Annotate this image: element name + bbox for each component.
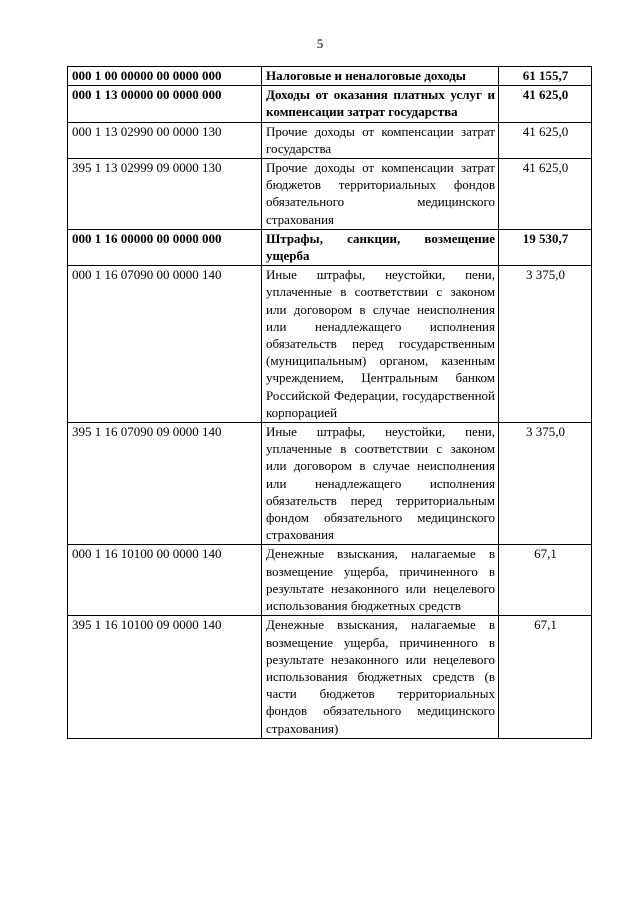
table-row xyxy=(68,616,592,738)
budget-code-cell: 395 1 16 07090 09 0000 140 xyxy=(68,423,262,545)
budget-code-cell: 000 1 00 00000 00 0000 000 xyxy=(68,67,262,86)
budget-code-cell: 000 1 13 00000 00 0000 000 xyxy=(68,86,262,122)
budget-code-cell: 395 1 13 02999 09 0000 130 xyxy=(68,159,262,230)
budget-revenue-table xyxy=(67,66,592,739)
table-row xyxy=(68,159,592,230)
amount-cell: 67,1 xyxy=(499,545,592,616)
revenue-name-cell: Прочие доходы от компенсации затрат государства xyxy=(262,122,499,158)
budget-code-cell: 000 1 16 00000 00 0000 000 xyxy=(68,229,262,265)
budget-code-cell: 000 1 16 10100 00 0000 140 xyxy=(68,545,262,616)
amount-cell: 3 375,0 xyxy=(499,423,592,545)
table-row xyxy=(68,86,592,122)
amount-cell: 67,1 xyxy=(499,616,592,738)
amount-cell: 41 625,0 xyxy=(499,122,592,158)
revenue-name-cell: Штрафы, санкции, возмещение ущерба xyxy=(262,229,499,265)
amount-cell: 41 625,0 xyxy=(499,159,592,230)
amount-cell: 3 375,0 xyxy=(499,266,592,423)
table-row xyxy=(68,67,592,86)
revenue-name-cell: Прочие доходы от компенсации затрат бюджетов территориальных фондов обязательного медицинского страхования xyxy=(262,159,499,230)
revenue-name-cell: Налоговые и неналоговые доходы xyxy=(262,67,499,86)
table-row xyxy=(68,266,592,423)
table-row xyxy=(68,122,592,158)
table-row xyxy=(68,545,592,616)
table-row xyxy=(68,423,592,545)
page-number: 5 xyxy=(316,36,324,51)
amount-cell: 41 625,0 xyxy=(499,86,592,122)
budget-code-cell: 000 1 13 02990 00 0000 130 xyxy=(68,122,262,158)
budget-code-cell: 395 1 16 10100 09 0000 140 xyxy=(68,616,262,738)
revenue-name-cell: Доходы от оказания платных услуг и компенсации затрат государства xyxy=(262,86,499,122)
revenue-name-cell: Иные штрафы, неустойки, пени, уплаченные в соответствии с законом или договором в случае неисполнения или ненадлежащего исполнения обязательств перед государственным (муниципальным) органом, казенным учреждением, Центральным банком Российской Федерации, государственной корпорацией xyxy=(262,266,499,423)
budget-code-cell: 000 1 16 07090 00 0000 140 xyxy=(68,266,262,423)
revenue-name-cell: Денежные взыскания, налагаемые в возмещение ущерба, причиненного в результате незаконного или нецелевого использования бюджетных средств xyxy=(262,545,499,616)
amount-cell: 61 155,7 xyxy=(499,67,592,86)
table-row xyxy=(68,229,592,265)
revenue-name-cell: Иные штрафы, неустойки, пени, уплаченные в соответствии с законом или договором в случае неисполнения или ненадлежащего исполнения обязательств перед территориальным фондом обязательного медицинского страхования xyxy=(262,423,499,545)
revenue-name-cell: Денежные взыскания, налагаемые в возмещение ущерба, причиненного в результате незаконного или нецелевого использования бюджетных средств (в части бюджетов территориальных фондов обязательного медицинского страхования) xyxy=(262,616,499,738)
amount-cell: 19 530,7 xyxy=(499,229,592,265)
